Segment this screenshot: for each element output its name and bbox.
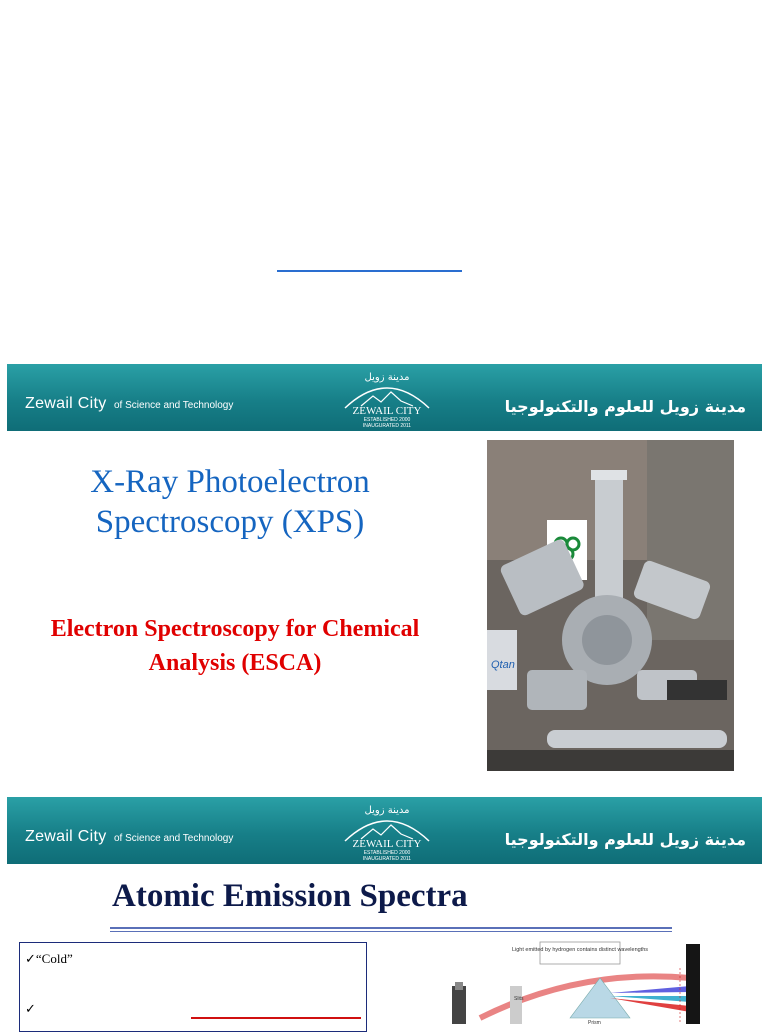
zewail-city-logo — [327, 801, 447, 861]
bullet-item: ✓ — [25, 1001, 36, 1016]
banner-english-name — [25, 828, 233, 846]
emission-spectrum-diagram — [440, 938, 740, 1024]
hyperlink-underline — [277, 270, 462, 272]
svg-text:ESTABLISHED 2000: ESTABLISHED 2000 — [363, 850, 411, 856]
red-underline — [191, 1017, 361, 1019]
banner-arabic-name: مدينة زويل للعلوم والتكنولوجيا — [504, 830, 746, 849]
svg-text:مدينة زويل: مدينة زويل — [364, 372, 410, 383]
banner-english-name — [25, 395, 233, 413]
slide-title-atomic-emission: Atomic Emission Spectra — [112, 878, 468, 914]
slide-title-xps: X-Ray Photoelectron Spectroscopy (XPS) — [90, 464, 370, 540]
svg-text:Slits: Slits — [514, 996, 524, 1002]
banner-name-small: of Science and Technology — [114, 833, 234, 844]
svg-text:INAUGURATED 2011: INAUGURATED 2011 — [362, 423, 412, 428]
svg-text:ZEWAIL CITY: ZEWAIL CITY — [352, 405, 422, 417]
title-divider-thin — [110, 931, 672, 932]
svg-text:ZEWAIL CITY: ZEWAIL CITY — [352, 838, 422, 850]
banner-name-big: Zewail City — [25, 395, 107, 412]
bullet-item: ✓“Cold” — [25, 951, 73, 966]
svg-text:Light emitted by hydrogen cont: Light emitted by hydrogen contains distinct wavelengths — [511, 947, 649, 953]
svg-text:ESTABLISHED 2000: ESTABLISHED 2000 — [363, 417, 411, 423]
xps-instrument-photo — [487, 440, 734, 771]
banner-arabic-name: مدينة زويل للعلوم والتكنولوجيا — [504, 397, 746, 416]
svg-text:INAUGURATED 2011: INAUGURATED 2011 — [362, 856, 412, 861]
zewail-city-banner — [7, 364, 762, 431]
zewail-city-banner-2 — [7, 797, 762, 864]
svg-text:مدينة زويل: مدينة زويل — [364, 805, 410, 816]
svg-text:Prism: Prism — [588, 1020, 601, 1024]
title-divider — [110, 927, 672, 929]
banner-name-small: of Science and Technology — [114, 400, 234, 411]
svg-text:Qtan: Qtan — [491, 659, 515, 671]
slide-subtitle-esca: Electron Spectroscopy for Chemical Analysis (ESCA) — [50, 616, 420, 676]
zewail-city-logo — [327, 368, 447, 428]
banner-name-big: Zewail City — [25, 828, 107, 845]
